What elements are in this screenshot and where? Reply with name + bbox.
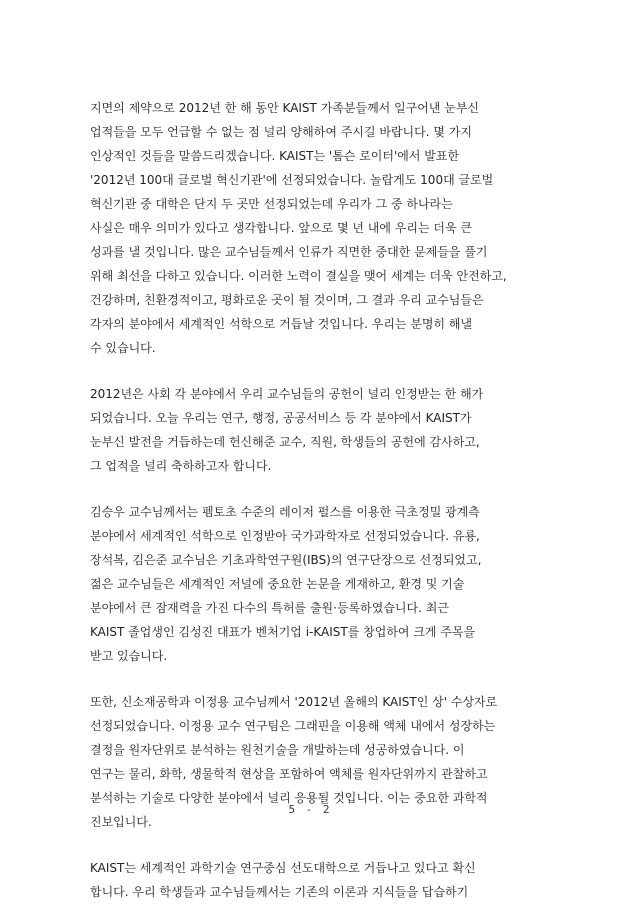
text-line: 젊은 교수님들은 세계적인 저널에 중요한 논문을 게재하고, 환경 및 기술 (90, 577, 465, 591)
text-line: 선정되었습니다. 이정용 교수 연구팀은 그래핀을 이용해 액체 내에서 성장하는 (90, 719, 496, 733)
paragraph (90, 856, 530, 904)
paragraph (90, 96, 530, 360)
paragraph (90, 500, 530, 668)
text-line: 건강하며, 친환경적이고, 평화로운 곳이 될 것이며, 그 결과 우리 교수님들은 (90, 293, 484, 307)
text-line: KAIST는 세계적인 과학기술 연구중심 선도대학으로 거듭나고 있다고 확신 (90, 861, 476, 875)
text-line: 수 있습니다. (90, 341, 156, 355)
text-line: 받고 있습니다. (90, 649, 168, 663)
text-line: 진보입니다. (90, 815, 152, 829)
text-line: 혁신기관 중 대학은 단지 두 곳만 선정되었는데 우리가 그 중 하나라는 (90, 197, 453, 211)
paragraph (90, 382, 530, 478)
text-line: 지면의 제약으로 2012년 한 해 동안 KAIST 가족분들께서 일구어낸 눈부신 (90, 101, 480, 115)
text-line: 2012년은 사회 각 분야에서 우리 교수님들의 공헌이 널리 인정받는 한 해가 (90, 387, 484, 401)
text-line: 합니다. 우리 학생들과 교수님들께서는 기존의 이론과 지식들을 답습하기 (90, 885, 469, 899)
text-line: 분석하는 기술로 다양한 분야에서 널리 응용될 것입니다. 이는 중요한 과학적 (90, 791, 488, 805)
text-line: 성과를 낼 것입니다. 많은 교수님들께서 인류가 직면한 중대한 문제들을 풀기 (90, 245, 488, 259)
text-line: 장석복, 김은준 교수님은 기초과학연구원(IBS)의 연구단장으로 선정되었고, (90, 553, 482, 567)
text-line: 각자의 분야에서 세계적인 석학으로 거듭날 것입니다. 우리는 분명히 해낼 (90, 317, 473, 331)
text-line: 사실은 매우 의미가 있다고 생각합니다. 앞으로 몇 년 내에 우리는 더욱 큰 (90, 221, 472, 235)
text-line: 업적들을 모두 언급할 수 없는 점 널리 양해하여 주시길 바랍니다. 몇 가지 (90, 125, 472, 139)
text-line: 연구는 물리, 화학, 생물학적 현상을 포함하여 액체를 원자단위까지 관찰하고 (90, 767, 488, 781)
text-line: 눈부신 발전을 거듭하는데 헌신해준 교수, 직원, 학생들의 공헌에 감사하고, (90, 435, 480, 449)
text-line: 인상적인 것들을 말씀드리겠습니다. KAIST는 '톰슨 로이터'에서 발표한 (90, 149, 460, 163)
text-line: KAIST 졸업생인 김성진 대표가 벤처기업 i-KAIST를 창업하여 크게 주목을 (90, 625, 476, 639)
text-line: 그 업적을 널리 축하하고자 합니다. (90, 459, 272, 473)
text-line: 분야에서 큰 잠재력을 가진 다수의 특허를 출원·등록하였습니다. 최근 (90, 601, 449, 615)
text-line: 김승우 교수님께서는 펨토초 수준의 레이저 펄스를 이용한 극초정밀 광계측 (90, 505, 480, 519)
text-line: 결정을 원자단위로 분석하는 원천기술을 개발하는데 성공하였습니다. 이 (90, 743, 465, 757)
text-line: '2012년 100대 글로벌 혁신기관'에 선정되었습니다. 놀랍게도 100대 글로벌 (90, 173, 494, 187)
text-line: 분야에서 세계적인 석학으로 인정받아 국가과학자로 선정되었습니다. 유룡, (90, 529, 480, 543)
text-line: 되었습니다. 오늘 우리는 연구, 행정, 공공서비스 등 각 분야에서 KAIST가 (90, 411, 472, 425)
text-line: 또한, 신소재공학과 이정용 교수님께서 '2012년 올해의 KAIST인 상' 수상자로 (90, 695, 498, 709)
page-number: 5 - 2 (288, 803, 332, 816)
document-body (90, 96, 530, 904)
text-line: 위해 최선을 다하고 있습니다. 이러한 노력이 결실을 맺어 세계는 더욱 안전하고, (90, 269, 507, 283)
